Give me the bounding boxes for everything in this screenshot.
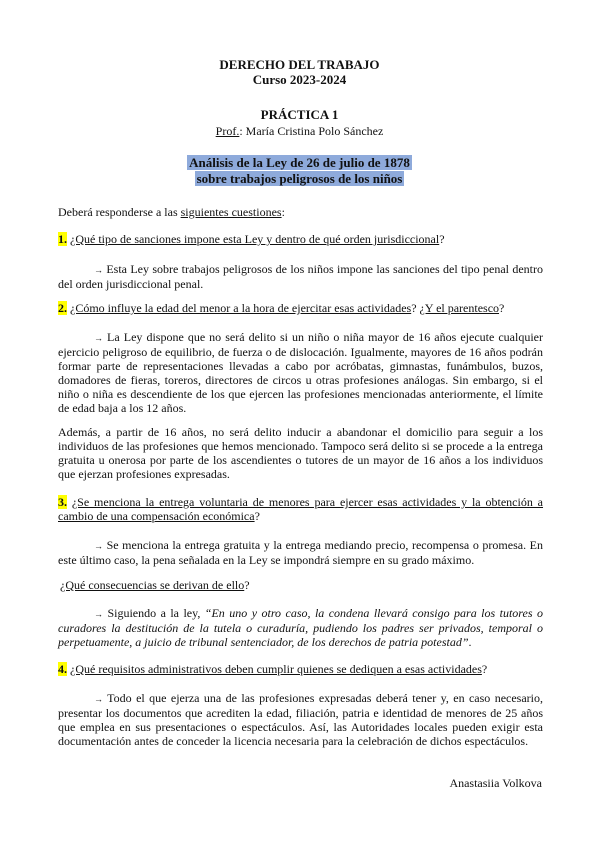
intro-line <box>58 205 543 219</box>
analysis-title-line2: sobre trabajos peligrosos de los niños <box>196 171 403 186</box>
law-quote: “En uno y otro caso, la condena llevará consigo para los tutores o curadores la destitución de la tutela o curaduría, pudiendo los padres ser privados, temporal o perpetuamente, a juicio de tribunal sentenciador, de los derechos de patria potestad” <box>58 606 543 649</box>
question-number: 3. <box>58 495 67 509</box>
question-3-sub <box>60 578 545 592</box>
question-3 <box>58 495 543 523</box>
question-end: ? <box>439 232 445 246</box>
answer-2b: Además, a partir de 16 años, no será delito inducir a abandonar el domicilio para seguir a los individuos de las profesiones que hemos mencionado. Tampoco será delito si se procede a la entrega gratuita u onerosa por parte de los ascendientes o tutores de un mayor de 16 años a los individuos que ejerzan profesiones expresadas. <box>58 425 543 481</box>
intro-link: siguientes cuestiones <box>180 205 282 219</box>
arrow-icon: → <box>94 694 103 704</box>
answer-text: Se menciona la entrega gratuita y la entrega mediando precio, recompensa o promesa. En este último caso, la pena señalada en la Ley se impondrá siempre en su grado máximo. <box>58 538 543 567</box>
intro-suffix: : <box>281 205 285 219</box>
question-text: ¿Qué tipo de sanciones impone esta Ley y dentro de qué orden jurisdiccional <box>70 232 440 246</box>
question-number: 4. <box>58 662 67 676</box>
answer-text: Todo el que ejerza una de las profesiones expresadas deberá tener y, en caso necesario, presentar los documentos que acrediten la edad, filiación, patria e identidad de menores de 25 años que emplea en sus presentaciones o espectáculos. Así, las Autoridades locales pueden exigir esta documentación antes de conceder la licencia necesaria para la celebración de dichos espectáculos. <box>58 691 543 748</box>
question-mid: ? <box>411 301 420 315</box>
question-end: ? <box>481 662 488 676</box>
question-number: 2. <box>58 301 67 315</box>
prof-label: Prof. <box>215 124 240 138</box>
answer-text: La Ley dispone que no será delito si un niño o niña mayor de 16 años ejecute cualquier ejercicio peligroso de equilibrio, de fuerza o de dislocación. Igualmente, mayores de 16 años podrán formar parte de representaciones llevadas a cabo por acróbatas, gimnastas, funámbulos, buzos, domadores de fieras, toreros, directores de circos u otras profesiones análogas. Sin embargo, si el niño o niña es descendiente de los que ejercen las profesiones mencionadas anteriormente, el límite de edad baja a los 12 años. <box>58 330 543 415</box>
answer-3-sub <box>58 606 543 649</box>
subject-title: DERECHO DEL TRABAJO <box>219 57 380 72</box>
sub-question-end: ? <box>244 578 250 592</box>
question-text: ¿Se menciona la entrega voluntaria de menores para ejercer esas actividades y la obtención a cambio de una compensación económica <box>58 495 544 523</box>
answer-lead: Siguiendo a la ley, <box>103 606 205 620</box>
practice-title: PRÁCTICA 1 <box>260 107 339 122</box>
answer-4 <box>58 691 543 748</box>
question-end: ? <box>254 509 260 523</box>
answer-text: Esta Ley sobre trabajos peligrosos de los niños impone las sanciones del tipo penal dentro del orden jurisdiccional penal. <box>58 262 543 291</box>
question-1 <box>58 232 543 246</box>
arrow-icon: → <box>94 265 103 275</box>
question-end: ? <box>499 301 505 315</box>
question-number: 1. <box>58 232 67 246</box>
professor-line <box>0 124 599 138</box>
course-year: Curso 2023-2024 <box>252 72 347 87</box>
question-text-2: ¿Y el parentesco <box>419 301 500 315</box>
question-text: ¿Cómo influye la edad del menor a la hora de ejercitar esas actividades <box>70 301 412 315</box>
question-4 <box>58 662 543 676</box>
analysis-title <box>0 155 599 187</box>
question-text: ¿Qué requisitos administrativos deben cumplir quienes se dediquen a esas actividades <box>70 662 482 676</box>
analysis-title-line1: Análisis de la Ley de 26 de julio de 1878 <box>189 155 410 170</box>
answer-3 <box>58 538 543 567</box>
question-2 <box>58 301 543 315</box>
arrow-icon: → <box>94 333 103 343</box>
document-header <box>0 57 599 87</box>
sub-question-text: ¿Qué consecuencias se derivan de ello <box>60 578 245 592</box>
arrow-icon: → <box>94 609 103 619</box>
author-signature: Anastasiia Volkova <box>449 776 542 790</box>
answer-end: . <box>468 635 472 649</box>
prof-name: : María Cristina Polo Sánchez <box>239 124 384 138</box>
intro-prefix: Deberá responderse a las <box>58 205 181 219</box>
answer-1 <box>58 262 543 291</box>
arrow-icon: → <box>94 541 103 551</box>
answer-2a <box>58 330 543 415</box>
